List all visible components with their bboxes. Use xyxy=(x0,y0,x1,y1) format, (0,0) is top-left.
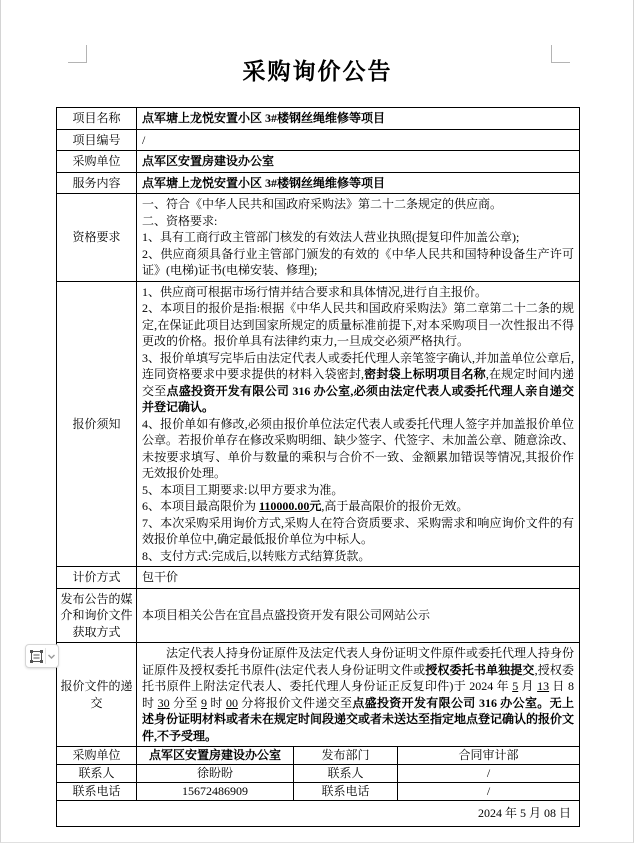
pricing-method-label: 计价方式 xyxy=(57,567,137,589)
service-content-value: 点军塘上龙悦安置小区 3#楼钢丝绳维修等项目 xyxy=(137,172,580,194)
table-row-qualification xyxy=(57,194,580,282)
page-title: 采购询价公告 xyxy=(242,59,393,84)
contact-person-label: 联系人 xyxy=(57,765,137,783)
submission-content: 法定代表人持身份证原件及法定代表人身份证明文件原件或委托代理人持身份证原件及授权委托书原件(法定代表人身份证明文件或授权委托书单独提交,授权委托书原件上附法定代表人、委托代理人身份证正反复印件)于 2024 年 5 月 13 日 8 时 30 分至 9 时 00 分将报价文件递交至点盛投资开发有限公司 316 办公室。无上述身份证明材料或者未在规定时间段递交或者未送达至指定地点登记确认的报价文件,不予受理。 xyxy=(137,643,580,747)
service-content-label: 服务内容 xyxy=(57,172,137,194)
table-row-service-content xyxy=(57,172,580,194)
contact-unit-value: 点军区安置房建设办公室 xyxy=(137,747,294,765)
project-number-value: / xyxy=(137,129,580,151)
quote-notice-content: 1、供应商可根据市场行情并结合要求和具体情况,进行自主报价。 2、本项目的报价是指:根据《中华人民共和国政府采购法》第二章第二十二条的规定,在保证此项目达到国家所规定的质量标准前提下,对本采购项目一次性报出不得更改的价格。报价单具有法律约束力,一旦成交必须严格执行。 3、报价单填写完毕后由法定代表人或委托代理人亲笔签字确认,并加盖单位公章后,连同资格要求中要求提供的材料入袋密封,密封袋上标明项目名称,在规定时间内递交至点盛投资开发有限公司 316 办公室,必须由法定代表人或委托代理人亲自递交并登记确认。 4、报价单如有修改,必须由报价单位法定代表人或委托代理人签字并加盖报价单位公章。若报价单存在修改采购明细、缺少签字、代签字、未加盖公章、随意涂改、未按要求填写、单价与数量的乘积与合价不一致、金额累加错误等情况,其报价作无效报价处理。 5、本项目工期要求:以甲方要求为准。 6、本项目最高限价为 110000.00元,高于最高限价的报价无效。 7、本次采购采用询价方式,采购人在符合资质要求、采购需求和响应询价文件的有效报价单位中,确定最低报价单位为中标人。 8、支付方式:完成后,以转账方式结算货款。 xyxy=(137,281,580,567)
table-row-announcement-media xyxy=(57,588,580,643)
table-row-date xyxy=(57,801,580,827)
contact-unit-label: 采购单位 xyxy=(57,747,137,765)
margin-crop-mark-top-left xyxy=(68,45,87,63)
project-name-value: 点军塘上龙悦安置小区 3#楼钢丝绳维修等项目 xyxy=(137,108,580,130)
contact-person-value: 徐盼盼 xyxy=(137,765,294,783)
announcement-table xyxy=(56,107,580,827)
table-row-quote-notice xyxy=(57,281,580,567)
submission-label: 报价文件的递交 xyxy=(57,643,137,747)
table-row-contact-phone xyxy=(57,783,580,801)
table-row-project-number xyxy=(57,129,580,151)
announcement-date: 2024 年 5 月 08 日 xyxy=(57,801,580,827)
table-row-purchaser xyxy=(57,151,580,173)
announcement-media-label: 发布公告的媒介和询价文件获取方式 xyxy=(57,588,137,643)
issuing-department-label: 发布部门 xyxy=(294,747,398,765)
qualification-content: 一、符合《中华人民共和国政府采购法》第二十二条规定的供应商。 二、资格要求: 1、具有工商行政主管部门核发的有效法人营业执照(提复印件加盖公章); 2、供应商须具备行业主管部门颁发的有效的《中华人民共和国特种设备生产许可证》(电梯)证书(电梯安装、修理); xyxy=(137,194,580,282)
purchaser-value: 点军区安置房建设办公室 xyxy=(137,151,580,173)
announcement-media-value: 本项目相关公告在宜昌点盛投资开发有限公司网站公示 xyxy=(137,588,580,643)
contact-phone-label: 联系电话 xyxy=(57,783,137,801)
content-control-toolbar[interactable] xyxy=(25,644,59,668)
contact-phone-value: 15672486909 xyxy=(137,783,294,801)
table-row-contact-person xyxy=(57,765,580,783)
table-row-pricing-method xyxy=(57,567,580,589)
project-number-label: 项目编号 xyxy=(57,129,137,151)
contact-phone2-value: / xyxy=(398,783,580,801)
contact-person2-value: / xyxy=(398,765,580,783)
table-row-submission xyxy=(57,643,580,747)
toolbar-divider xyxy=(45,648,46,664)
project-name-label: 项目名称 xyxy=(57,108,137,130)
margin-crop-mark-top-right xyxy=(551,45,570,63)
contact-person2-label: 联系人 xyxy=(294,765,398,783)
table-row-contact-unit xyxy=(57,747,580,765)
purchaser-label: 采购单位 xyxy=(57,151,137,173)
contact-phone2-label: 联系电话 xyxy=(294,783,398,801)
issuing-department-value: 合同审计部 xyxy=(398,747,580,765)
pricing-method-value: 包干价 xyxy=(137,567,580,589)
chevron-down-icon[interactable] xyxy=(47,652,56,661)
content-control-select-icon[interactable] xyxy=(29,649,44,664)
qualification-label: 资格要求 xyxy=(57,194,137,282)
document-page xyxy=(1,0,633,842)
table-row-project-name xyxy=(57,108,580,130)
quote-notice-label: 报价须知 xyxy=(57,281,137,567)
